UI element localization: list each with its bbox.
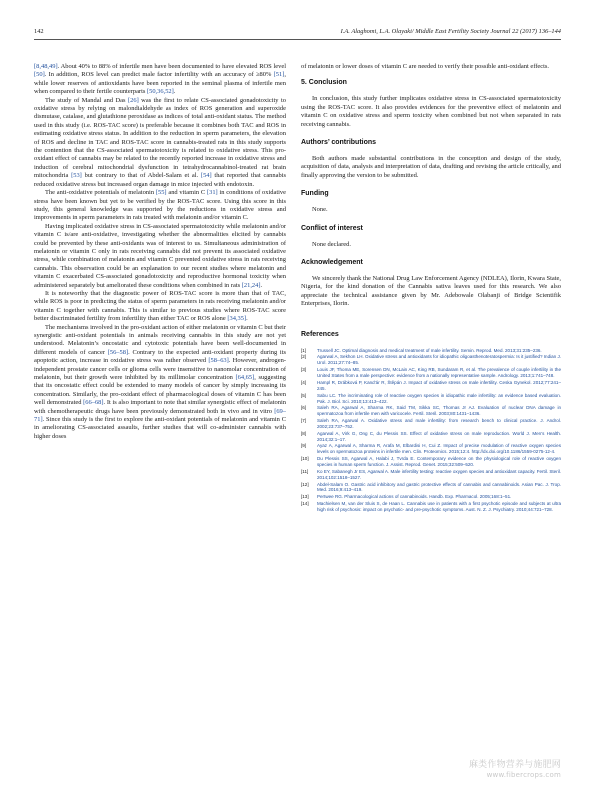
- body-paragraph: [34, 324, 286, 442]
- reference-number: [14]: [301, 501, 309, 507]
- watermark-url: www.fibercrops.com: [486, 771, 561, 779]
- reference-item[interactable]: [301, 469, 561, 481]
- reference-number: [8]: [301, 430, 307, 436]
- conclusion-paragraph: In conclusion, this study further implicates oxidative stress in CS-associated spermatotoxicity using the ROS-TAC score. It also provides evidences for the preventive effect of melatonin and vitamin C on oxidative stress and sperm toxicity when combined but not when separated in rats receiving cannabis.: [301, 95, 561, 128]
- right-column: [301, 63, 561, 514]
- reference-text: Trussell JC. Optimal diagnosis and medical treatment of male infertility. Semin. Reprod. Med. 2013;31:235–236.: [317, 347, 542, 353]
- reference-text: Saleh RA, Agarwal A, Sharma RK, Said TM, Sikka SC, Thomas Jr AJ. Evaluation of nuclear DNA damage in spermatozoa from infertile men with varicocele. Fertil. Steril. 2003;80:1431–1436.: [317, 405, 561, 417]
- citation-link[interactable]: [66–68]: [83, 399, 104, 407]
- reference-number: [7]: [301, 418, 307, 423]
- reference-item[interactable]: [301, 431, 561, 443]
- body-text: , while lower reserves of antioxidants have been reported in the seminal plasma of infertile men when compared to their fertile counterparts: [34, 71, 286, 96]
- body-paragraph: [34, 290, 286, 324]
- body-paragraph: [34, 63, 286, 97]
- reference-text: Agarwal A, Sekhon LH. Oxidative stress and antioxidants for idiopathic oligoasthenoteratospermia: Is it justified? Indian J. Urol. 2011;27:74–85.: [317, 354, 561, 366]
- reference-number: [5]: [301, 392, 307, 398]
- reference-item[interactable]: [301, 348, 561, 354]
- body-text: The anti-oxidative potentials of melatonin: [45, 189, 156, 197]
- reference-item[interactable]: [301, 501, 561, 513]
- body-paragraph: [34, 189, 286, 223]
- body-text: . Contrary to the expected anti-oxidant property during its apoptotic action, increase in oxidative stress was rather observed: [34, 348, 286, 365]
- contributions-paragraph: Both authors made substantial contributions in the conception and design of the study, acquisition of data, analysis and interpretation of data, drafting and revising the article critically, and finally approving the version to be submitted.: [301, 155, 561, 179]
- reference-item[interactable]: [301, 405, 561, 417]
- body-text: It is noteworthy that the diagnostic power of ROS-TAC score is more than that of TAC, while ROS is poor in predicting the status of sperm parameters in rats receiving melatonin and/or vitamin C together with cannabis. This is similar to previous studies where ROS-TAC score better discriminated fertility from infertility than either TAC or ROS alone: [34, 289, 286, 323]
- reference-item[interactable]: [301, 456, 561, 468]
- reference-number: [1]: [301, 347, 307, 353]
- funding-text: None.: [312, 206, 328, 214]
- watermark: [469, 760, 561, 780]
- reference-item[interactable]: [301, 393, 561, 405]
- citation-link[interactable]: [64,65]: [235, 374, 255, 382]
- citation-link[interactable]: [50]: [34, 71, 45, 79]
- reference-number: [13]: [301, 494, 309, 500]
- funding-heading: Funding: [301, 190, 329, 198]
- acknowledgement-heading: Acknowledgement: [301, 259, 363, 267]
- reference-item[interactable]: [301, 482, 561, 494]
- reference-number: [9]: [301, 443, 307, 449]
- reference-text: Louis JF, Thoma ME, Sorensen DN, McLain AC, King RB, Sundaram R, et al. The prevalence of couple infertility in the United States from a male perspective: evidence from a nationally representative sample. Andrology. 2013;1:741–748.: [317, 367, 561, 379]
- left-column: [34, 63, 286, 441]
- reference-item[interactable]: [301, 354, 561, 366]
- conflict-text: None declared.: [312, 240, 351, 248]
- body-text: , suggesting that its oncostatic effect could be extended to many models of cancer by simply increasing its concentration. Similarly, the pro-oxidant effect of pharmacological doses of vitamin C has been well demonstrated: [34, 374, 286, 407]
- citation-link[interactable]: [55]: [155, 189, 167, 197]
- body-text: .: [260, 281, 263, 289]
- reference-number: [2]: [301, 354, 307, 360]
- reference-item[interactable]: [301, 494, 561, 500]
- reference-item[interactable]: [301, 443, 561, 455]
- reference-item[interactable]: [301, 418, 561, 430]
- body-text: . Since this study is the first to explore the anti-oxidant potentials of melatonin and vitamin C in ameliorating CS-associated assaults, further studies that will co-administer cannabis with higher doses: [34, 416, 286, 440]
- citation-link[interactable]: [50,36,52]: [146, 88, 174, 96]
- body-text: Having implicated oxidative stress in CS-associated spermatotoxicity while melatonin and/or vitamin C is/are anti-oxidative, investigating whether the abnormalities elicited by cannabis could be prevented by these anti-oxidants was of interest to us. Simultaneous administration of melatonin or vitamin C only in rats receiving cannabis did not prevent its associated oxidative stress, while combination of melatonin and vitamin C prevented oxidative stress in rats receiving cannabis. This observation could be an explanation to our recent studies where melatonin and vitamin C exacerbated CS-associated gonadotoxicity and reproductive hormonal toxicity when administered separately but ameliorated these conditions when combined in rats: [34, 222, 286, 289]
- citation-link[interactable]: [34,35]: [227, 315, 247, 323]
- contributions-heading: Authors’ contributions: [301, 139, 377, 147]
- body-text: but contrary to that of Abdel-Salam et al.: [81, 172, 201, 180]
- citation-link[interactable]: [56–58]: [107, 348, 129, 356]
- citation-link[interactable]: [53]: [71, 172, 82, 180]
- reference-text: Saleh RA, Agarwal A. Oxidative stress and male infertility: from research bench to clinical practice. J. Androl. 2002;23:737–752.: [317, 418, 561, 429]
- reference-number: [12]: [301, 481, 309, 487]
- body-text: that reported that cannabis reduced oxidative stress but increased organ damage in mice injected with endotoxin.: [34, 172, 286, 188]
- citation-link[interactable]: [8,48,49]: [34, 63, 58, 70]
- header-rule: [34, 39, 561, 40]
- reference-item[interactable]: [301, 380, 561, 392]
- citation-link[interactable]: [21,24]: [241, 281, 261, 289]
- reference-text: Du Plessis SS, Agarwal A, Halabi J, Tvrda E. Contemporary evidence on the physiological role of reactive oxygen species in human sperm function. J. Assist. Reprod. Genet. 2015;32:509–520.: [317, 456, 561, 468]
- citation-link[interactable]: [54]: [200, 172, 212, 180]
- body-text: The mechanisms involved in the pro-oxidant action of either melatonin or vitamin C but their synergistic anti-oxidant potentials in animals receiving cannabis in this study are not yet understood. Melatonin’s oncostatic and cytotoxic potentials have been well-documented in different models of cancer: [34, 323, 286, 356]
- reference-text: Hampl R, Drábková P, Kand’ár R, Štěpán J. Impact of oxidative stress on male infertility. Ceska Gynekol. 2012;77:241–245.: [317, 379, 561, 391]
- reference-number: [10]: [301, 456, 309, 462]
- body-paragraph: [34, 223, 286, 290]
- reference-number: [3]: [301, 367, 307, 373]
- body-text: in conditions of oxidative stress have been known but yet to be verified by the ROS-TAC score. Using this score in this study, this general knowledge was supported by the reductions in oxidative stress and improvements in sperm parameters in rats treated with melatonin and/or vitamin C.: [34, 189, 286, 222]
- body-text: . It is also important to note that similar synergistic effect of melatonin with chemotherapeutic drugs have been previously demonstrated both in vivo and in vitro: [34, 399, 286, 415]
- citation-link[interactable]: [58–63]: [208, 357, 229, 365]
- running-title: I.A. Alaghomi, L.A. Olayaki/ Middle East Fertility Society Journal 22 (2017) 136–144: [340, 28, 561, 35]
- reference-text: Ko EY, Sabanegh Jr ES, Agarwal A. Male infertility testing: reactive oxygen species and antioxidant capacity. Fertil. Steril. 2014;102:1518–1527.: [317, 468, 561, 480]
- reference-text: Machielsen M, van der Sluis S, de Haan L. Cannabis use in patients with a first psychotic episode and subjects at ultra high risk of psychosis: impact on psychotic- and pre-psychotic symptoms. Aust. N. Z. J. Psychiatry. 2010;44:721–728.: [317, 501, 561, 512]
- reference-number: [6]: [301, 405, 307, 411]
- reference-text: Agarwal A, Virk G, Ong C, du Plessis SS. Effect of oxidative stress on male reproduction. World J. Men’s Health. 2014;32:1–17.: [317, 430, 561, 442]
- body-text: .: [173, 88, 176, 96]
- continuation-paragraph: of melatonin or lower doses of vitamin C are needed to verify their possible anti-oxidant effects.: [301, 63, 550, 70]
- conclusion-heading: 5. Conclusion: [301, 79, 347, 87]
- reference-text: Ayaz A, Agarwal A, Sharma R, Arafa M, Elbardisi H, Cui Z. Impact of precise modulation of reactive oxygen species levels on spermatozoa proteins in infertile men. Clin. Proteomics. 2015;12:4. http://dx.doi.org/10.1186/1559-0275-12-4.: [317, 443, 561, 455]
- reference-text: Pertwee RG. Pharmacological actions of cannabinoids. Handb. Exp. Pharmacol. 2005;168:1–51.: [317, 494, 512, 500]
- references-heading: References: [301, 330, 339, 338]
- reference-item[interactable]: [301, 367, 561, 379]
- reference-list: [301, 348, 561, 513]
- reference-text: Sabu LC. The incriminating role of reactive oxygen species in idiopathic male infertility: an evidence based evaluation. Pak. J. Biol. Sci. 2010;13:413–422.: [317, 392, 561, 404]
- page-number: 142: [34, 28, 44, 35]
- citation-link[interactable]: [51]: [273, 71, 285, 79]
- reference-number: [4]: [301, 379, 307, 385]
- citation-link[interactable]: [31]: [206, 189, 218, 197]
- body-text: was the first to relate CS-associated gonadotoxicity to oxidative stress by relying on malondialdehyde as index of ROS generation and superoxide dismutase, catalase, and glutathione peroxidase as indices of total anti-oxidant status. The method used in this study (i.e. ROS-TAC score) is preferable because it combines both TAC and ROS in estimating oxidative stress status. In addition to the reduction in sperm parameters, the elevation of ROS and decline in TAC and ROS-TAC score in cannabis-treated rats in this study supports the contention that the CS-associated spermatotoxicity is related to oxidative stress. This pro-oxidant effect of cannabis may be related to the recently reported increase in oxidative stress and induction of cerebral mitochondrial dysfunction in tetrahydrocannabinol-treated rat brain mitochondria: [34, 96, 286, 180]
- body-text: and vitamin C: [166, 189, 207, 197]
- citation-link[interactable]: [26]: [128, 96, 139, 104]
- watermark-cn: 麻类作物营养与施肥网: [468, 760, 561, 770]
- body-text: . In addition, ROS level can predict male factor infertility with an accuracy of ≥80%: [44, 71, 274, 79]
- body-text: The study of Mandal and Das: [45, 96, 128, 104]
- acknowledgement-paragraph: We sincerely thank the National Drug Law Enforcement Agency (NDLEA), Ilorin, Kwara State, Nigeria, for the kind donation of the Cannabis sativa leaves used for this research. We also appreciate the technical assistance given by Mr. Adebowale Olabanji of Bridge Scientifik Enterprises, Ilorin.: [301, 275, 561, 308]
- body-text: . About 40% to 88% of infertile men have been documented to have elevated ROS level: [57, 63, 286, 70]
- reference-text: Abdel-Salam O. Gastric acid inhibitory and gastric protective effects of cannabis and cannabinoids. Asian Pac. J. Trop. Med. 2016;9:413–419.: [317, 481, 561, 493]
- body-text: . However, androgen-independent prostate cancer cells or glioma cells were insensitive to nanomolar concentration of melatonin, but their growth were inhibited by its millimolar concentration: [34, 357, 287, 382]
- citation-link[interactable]: [69–71]: [34, 407, 286, 424]
- body-text: .: [246, 315, 248, 323]
- reference-number: [11]: [301, 468, 309, 474]
- conflict-heading: Conflict of interest: [301, 224, 363, 232]
- body-paragraph: [34, 97, 286, 189]
